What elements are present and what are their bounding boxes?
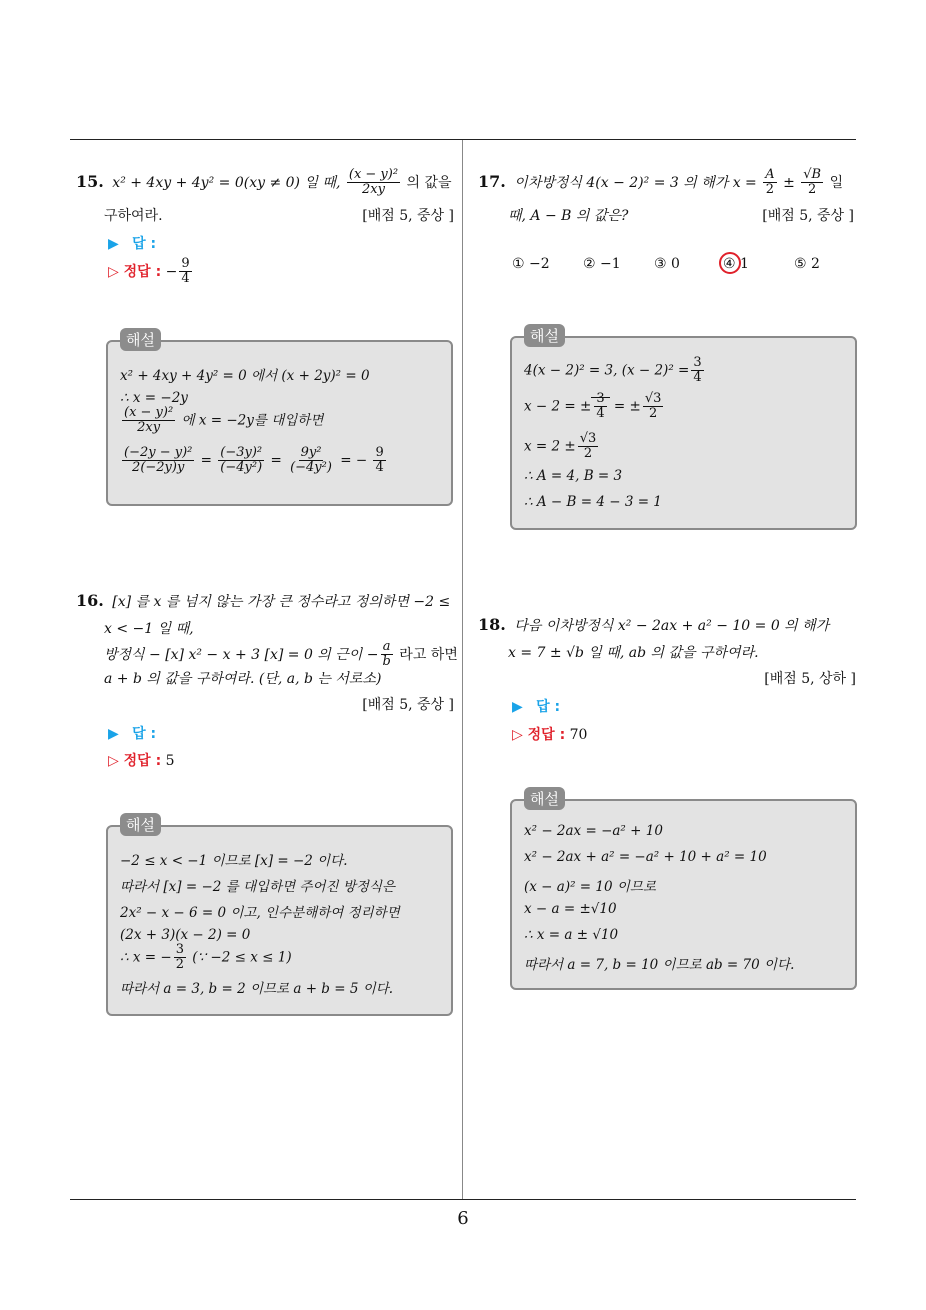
question-16-stem: 16. [x] 를 x 를 넘지 않는 가장 큰 정수라고 정의하면 −2 ≤ bbox=[76, 591, 451, 610]
solution-box bbox=[510, 336, 857, 530]
solution-line: $\frac{\text{(−2y − y)²}}{2(-2y)y}$ = $\frac{\text{(−3y)²}}{\text{(−4y²)}}$ = $\frac{\text{9y²}}{\text{(−4y²)}}$ = − $\frac{9}{4}$ bbox=[124, 445, 384, 476]
correct-answer-label: ▷ 정답 : bbox=[512, 727, 566, 743]
solution-line: 4(x − 2)² = 3, (x − 2)² = $\frac{3}{4}$ bbox=[524, 355, 702, 386]
column-divider bbox=[462, 140, 463, 1200]
question-number: 15. bbox=[76, 171, 104, 191]
solution-line: x = 2 ± $\frac{√3}{2}$ bbox=[524, 431, 597, 462]
question-number: 18. bbox=[478, 615, 506, 634]
solution-line: (x − a)² = 10 이므로 bbox=[524, 879, 656, 895]
solution-box bbox=[106, 825, 453, 1016]
answer-row bbox=[108, 233, 156, 253]
solution-line: (2x + 3)(x − 2) = 0 bbox=[120, 927, 251, 943]
question-18-meta: [배점 5, 상하 ] bbox=[764, 671, 856, 687]
choice-2[interactable]: ② −1 bbox=[583, 256, 621, 272]
question-18-stem-line2: x = 7 ± √b 일 때, ab 의 값을 구하여라. bbox=[508, 645, 759, 661]
answer-row bbox=[512, 696, 560, 716]
bottom-rule bbox=[70, 1199, 856, 1200]
question-number: 16. bbox=[76, 591, 104, 610]
solution-line: ∴ x = −2y bbox=[120, 390, 188, 406]
solution-line: x² − 2ax = −a² + 10 bbox=[524, 823, 663, 839]
solution-line: $\frac{\text{(x − y)²}}{2xy}$ 에 x = −2y를 대입하면 bbox=[124, 405, 324, 436]
question-16-meta: [배점 5, 중상 ] bbox=[362, 697, 454, 713]
solution-line: 따라서 a = 3, b = 2 이므로 a + b = 5 이다. bbox=[120, 981, 394, 997]
solution-line: −2 ≤ x < −1 이므로 [x] = −2 이다. bbox=[120, 853, 348, 869]
solution-line: ∴ A = 4, B = 3 bbox=[524, 468, 623, 484]
solution-line: x² + 4xy + 4y² = 0 에서 (x + 2y)² = 0 bbox=[120, 368, 370, 384]
question-18-stem: 18. 다음 이차방정식 x² − 2ax + a² − 10 = 0 의 해가 bbox=[478, 615, 830, 634]
question-16-stem-line2: x < −1 일 때, bbox=[104, 621, 194, 637]
correct-answer-label: ▷ 정답 : bbox=[108, 263, 162, 280]
solution-box bbox=[106, 340, 453, 506]
solution-box bbox=[510, 799, 857, 990]
question-15-stem: 15. x² + 4xy + 4y² = 0(xy ≠ 0) 일 때, $\frac{\text{(x − y)²}}{2xy}$ 의 값을 bbox=[76, 167, 452, 198]
answer-arrow-icon: ▶ bbox=[108, 236, 119, 252]
fraction: $\frac{\text{(x − y)²}}{2xy}$ bbox=[348, 167, 399, 198]
question-15-meta: [배점 5, 중상 ] bbox=[362, 208, 454, 224]
choice-4[interactable]: ④ 1 bbox=[723, 256, 749, 272]
answer-label: 답 : bbox=[536, 699, 561, 715]
answer-arrow-icon: ▶ bbox=[512, 699, 523, 715]
question-17-stem: 17. 이차방정식 4(x − 2)² = 3 의 해가 x = $\frac{A}{2}$ ± $\frac{√B}{2}$ 일 bbox=[478, 167, 844, 198]
fraction: $\frac{9}{4}$ bbox=[181, 256, 190, 287]
solution-line: ∴ x = − $\frac{3}{2}$ (∵ −2 ≤ x ≤ 1) bbox=[120, 942, 292, 973]
solution-line: x − a = ±√10 bbox=[524, 901, 617, 917]
answer-arrow-icon: ▶ bbox=[108, 726, 119, 742]
question-number: 17. bbox=[478, 171, 506, 191]
solution-line: ∴ A − B = 4 − 3 = 1 bbox=[524, 494, 662, 510]
choice-5[interactable]: ⑤ 2 bbox=[794, 256, 820, 272]
page-number: 6 bbox=[457, 1208, 469, 1229]
solution-line: 따라서 [x] = −2 를 대입하면 주어진 방정식은 bbox=[120, 879, 396, 895]
solution-line: ∴ x = a ± √10 bbox=[524, 927, 619, 943]
choice-3[interactable]: ③ 0 bbox=[654, 256, 680, 272]
question-16-stem-line4: a + b 의 값을 구하여라. (단, a, b 는 서로소) bbox=[104, 671, 382, 687]
solution-line: x² − 2ax + a² = −a² + 10 + a² = 10 bbox=[524, 849, 767, 865]
solution-line: 2x² − x − 6 = 0 이고, 인수분해하여 정리하면 bbox=[120, 905, 400, 921]
solution-line: x − 2 = ± $\frac{3}{4}$ = ± $\frac{√3}{2}$ bbox=[524, 391, 662, 422]
correct-answer-row: ▷ 정답 : − $\frac{9}{4}$ bbox=[108, 256, 190, 287]
correct-answer-label: ▷ 정답 : bbox=[108, 753, 162, 769]
solution-line: 따라서 a = 7, b = 10 이므로 ab = 70 이다. bbox=[524, 957, 795, 973]
answer-label: 답 : bbox=[132, 726, 157, 742]
question-17-stem-line2: 때, A − B 의 값은? bbox=[508, 208, 629, 224]
correct-answer-row: ▷ 정답 : 70 bbox=[512, 727, 588, 743]
correct-answer-row: ▷ 정답 : 5 bbox=[108, 753, 175, 769]
solution-tag: 해설 bbox=[524, 787, 565, 810]
solution-tag: 해설 bbox=[120, 328, 161, 351]
answer-row bbox=[108, 723, 156, 743]
question-15-stem-line2: 구하여라. bbox=[104, 208, 163, 224]
solution-tag: 해설 bbox=[120, 813, 161, 836]
solution-tag: 해설 bbox=[524, 324, 565, 347]
choice-1[interactable]: ① −2 bbox=[512, 256, 550, 272]
answer-label: 답 : bbox=[132, 236, 157, 252]
question-16-stem-line3: 방정식 − [x] x² − x + 3 [x] = 0 의 근이 − $\frac{a}{b}$ 라고 하면 bbox=[104, 639, 458, 670]
question-17-meta: [배점 5, 중상 ] bbox=[762, 208, 854, 224]
top-rule bbox=[70, 139, 856, 140]
